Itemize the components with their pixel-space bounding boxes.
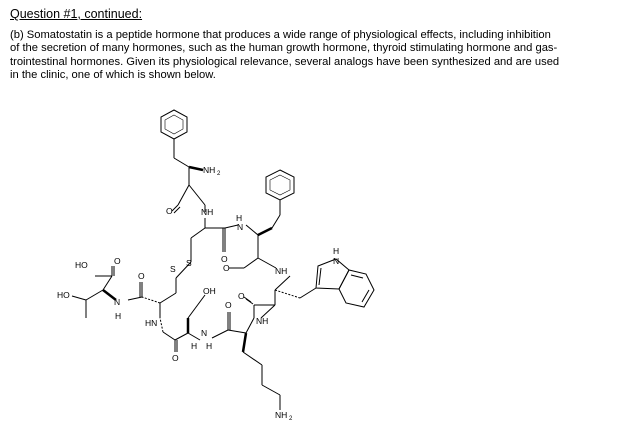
amide-h-label: H [206, 341, 213, 351]
carbonyl-oxygen-label: O [223, 263, 230, 273]
hydroxyl-label: HO [57, 290, 70, 300]
amide-h-label: H [236, 213, 243, 223]
amide-h-label: H [115, 311, 122, 321]
amide-n-label: N [114, 297, 121, 307]
hydroxyl-label: HO [75, 260, 88, 270]
indole-n-label: N [333, 256, 340, 266]
amide-h-label: H [191, 341, 198, 351]
amide-nh-label: NH [275, 266, 288, 276]
amide-n-label: N [237, 222, 244, 232]
amine-label: NH [275, 410, 288, 420]
sulfur-label: S [186, 258, 192, 268]
amide-nh-label: NH [256, 316, 269, 326]
carbonyl-oxygen-label: O [166, 206, 173, 216]
question-heading: Question #1, continued: [10, 7, 143, 21]
paragraph-line: in the clinic, one of which is shown below. [10, 69, 216, 82]
carbonyl-oxygen-label: O [225, 300, 232, 310]
amine-subscript: 2 [289, 416, 293, 422]
amide-nh-label: NH [201, 207, 214, 217]
hydroxyl-label: OH [203, 286, 216, 296]
sulfur-label: S [170, 264, 176, 274]
amide-n-label: N [201, 328, 208, 338]
paragraph-line: trointestinal hormones. Given its physiological relevance, several analogs have been synthesized and are used [10, 55, 560, 68]
indole-h-label: H [333, 246, 340, 256]
carbonyl-oxygen-label: O [114, 256, 121, 266]
amine-label: NH [203, 165, 216, 175]
amine-subscript: 2 [217, 171, 221, 177]
carbonyl-oxygen-label: O [221, 254, 228, 264]
paragraph-line: of the secretion of many hormones, such as the human growth hormone, thyroid stimulating hormone and gas- [10, 42, 558, 55]
carbonyl-oxygen-label: O [172, 353, 179, 363]
carbonyl-oxygen-label: O [138, 271, 145, 281]
amide-hn-label: HN [145, 318, 158, 328]
paragraph-line: (b) Somatostatin is a peptide hormone that produces a wide range of physiological effects, including inhibition [10, 29, 551, 41]
carbonyl-oxygen-label: O [238, 291, 245, 301]
